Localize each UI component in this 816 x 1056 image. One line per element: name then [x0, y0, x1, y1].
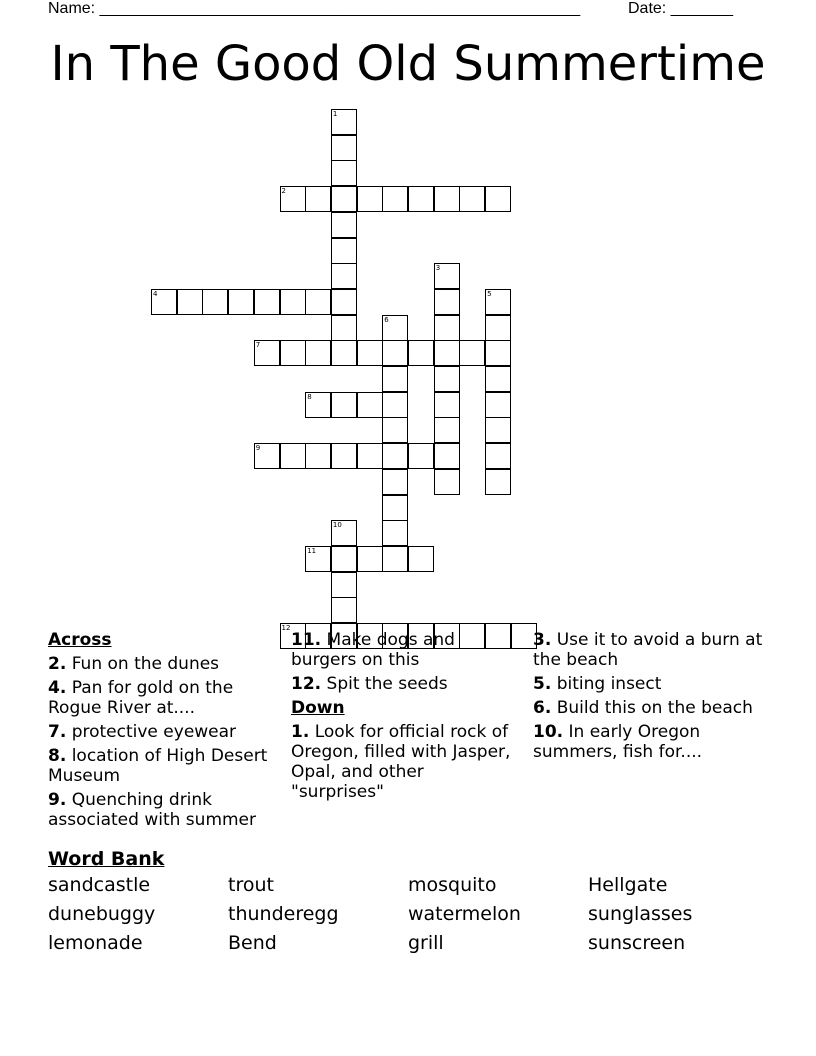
crossword-cell[interactable] [408, 186, 434, 212]
crossword-cell[interactable] [357, 546, 383, 572]
clue-across-7 [48, 722, 273, 742]
crossword-cell[interactable] [485, 186, 511, 212]
cell-number: 12 [281, 624, 291, 632]
clue-number: 11. [291, 630, 322, 650]
clue-down-10 [533, 722, 773, 762]
clue-text: Make dogs and burgers on this [291, 630, 455, 670]
crossword-cell[interactable] [434, 186, 460, 212]
word-bank-item: grill [408, 932, 444, 954]
crossword-cell[interactable] [382, 340, 408, 366]
clue-across-9 [48, 790, 273, 830]
clue-number: 10. [533, 722, 564, 742]
cell-number: 7 [255, 341, 261, 350]
crossword-cell[interactable] [459, 186, 485, 212]
cell-number: 4 [153, 289, 158, 298]
crossword-cell[interactable] [357, 392, 383, 418]
clue-number: 7. [48, 722, 67, 742]
crossword-cell[interactable] [202, 289, 228, 315]
crossword-cell[interactable] [331, 546, 357, 572]
crossword-cell[interactable] [305, 392, 331, 418]
clue-text: protective eyewear [71, 722, 237, 742]
crossword-cell[interactable] [280, 289, 306, 315]
cell-number: 1 [332, 110, 338, 118]
crossword-cell[interactable] [485, 340, 511, 366]
crossword-cell[interactable] [331, 135, 357, 161]
cell-number: 3 [435, 264, 441, 273]
clues-column-3 [533, 630, 773, 766]
clue-number: 9. [48, 790, 67, 810]
clue-down-1 [291, 722, 516, 802]
crossword-cell[interactable] [331, 186, 357, 212]
across-heading: Across [48, 630, 112, 650]
word-bank-item: sunscreen [588, 932, 686, 954]
word-bank-item: sunglasses [588, 903, 693, 925]
crossword-cell[interactable] [485, 417, 511, 443]
clue-number: 8. [48, 746, 67, 766]
clue-text: In early Oregon summers, fish for.... [533, 722, 703, 762]
word-bank-item: dunebuggy [48, 903, 156, 925]
clue-number: 12. [291, 674, 322, 694]
crossword-cell[interactable] [305, 340, 331, 366]
clue-across-12 [291, 674, 516, 694]
clue-text: biting insect [556, 674, 662, 694]
crossword-cell[interactable] [434, 392, 460, 418]
crossword-cell[interactable] [434, 263, 460, 289]
crossword-cell[interactable] [408, 340, 434, 366]
word-bank-heading: Word Bank [48, 848, 165, 870]
crossword-cell[interactable] [434, 366, 460, 392]
word-bank-item: Bend [228, 932, 277, 954]
crossword-cell[interactable] [331, 572, 357, 598]
crossword-cell[interactable] [382, 469, 408, 495]
crossword-cell[interactable] [357, 186, 383, 212]
crossword-cell[interactable] [331, 109, 357, 135]
word-bank-item: mosquito [408, 874, 497, 896]
clue-number: 3. [533, 630, 552, 650]
crossword-cell[interactable] [434, 315, 460, 341]
crossword-cell[interactable] [382, 366, 408, 392]
word-bank-item: sandcastle [48, 874, 151, 896]
clue-number: 2. [48, 654, 67, 674]
crossword-cell[interactable] [305, 289, 331, 315]
crossword-cell[interactable] [254, 443, 280, 469]
down-heading: Down [291, 698, 345, 718]
word-bank-item: trout [228, 874, 274, 896]
clue-text: Use it to avoid a burn at the beach [533, 630, 763, 670]
crossword-cell[interactable] [177, 289, 203, 315]
clue-text: Build this on the beach [556, 698, 753, 718]
clue-text: location of High Desert Museum [48, 746, 268, 786]
crossword-cell[interactable] [485, 443, 511, 469]
clue-text: Quenching drink associated with summer [48, 790, 257, 830]
crossword-cell[interactable] [382, 520, 408, 546]
crossword-cell[interactable] [305, 186, 331, 212]
crossword-cell[interactable] [485, 469, 511, 495]
crossword-cell[interactable] [280, 443, 306, 469]
clue-text: Spit the seeds [326, 674, 448, 694]
crossword-cell[interactable] [408, 443, 434, 469]
clue-text: Pan for gold on the Rogue River at.... [48, 678, 234, 718]
clue-down-6 [533, 698, 773, 718]
crossword-cell[interactable] [331, 212, 357, 238]
crossword-cell[interactable] [331, 520, 357, 546]
page-title: In The Good Old Summertime [50, 36, 766, 92]
crossword-cell[interactable] [331, 160, 357, 186]
crossword-cell[interactable] [485, 366, 511, 392]
crossword-cell[interactable] [459, 340, 485, 366]
clue-across-8 [48, 746, 273, 786]
cell-number: 11 [307, 546, 317, 555]
crossword-cell[interactable] [434, 443, 460, 469]
cell-number: 8 [307, 392, 312, 401]
crossword-cell[interactable] [485, 289, 511, 315]
crossword-cell[interactable] [382, 546, 408, 572]
cell-number: 6 [384, 315, 389, 324]
crossword-cell[interactable] [331, 289, 357, 315]
cell-number: 2 [281, 187, 286, 196]
crossword-cell[interactable] [382, 186, 408, 212]
clue-down-5 [533, 674, 773, 694]
clue-number: 5. [533, 674, 552, 694]
crossword-cell[interactable] [331, 340, 357, 366]
crossword-cell[interactable] [331, 263, 357, 289]
crossword-cell[interactable] [280, 186, 306, 212]
word-bank-item: lemonade [48, 932, 143, 954]
clue-number: 6. [533, 698, 552, 718]
crossword-cell[interactable] [331, 392, 357, 418]
crossword-cell[interactable] [254, 340, 280, 366]
crossword-cell[interactable] [485, 392, 511, 418]
name-field-label: Name: ______________________________________________________ [48, 0, 581, 17]
crossword-cell[interactable] [357, 443, 383, 469]
word-bank-item: thunderegg [228, 903, 339, 925]
crossword-cell[interactable] [434, 289, 460, 315]
crossword-cell[interactable] [408, 546, 434, 572]
crossword-cell[interactable] [254, 289, 280, 315]
clue-down-3 [533, 630, 773, 670]
word-bank [48, 874, 768, 955]
cell-number: 10 [332, 521, 342, 530]
crossword-cell[interactable] [331, 238, 357, 264]
word-bank-item: watermelon [408, 903, 521, 925]
crossword-cell[interactable] [434, 340, 460, 366]
cell-number: 9 [255, 444, 261, 453]
clue-across-4 [48, 678, 273, 718]
crossword-cell[interactable] [305, 443, 331, 469]
clue-across-11 [291, 630, 516, 670]
clue-number: 1. [291, 722, 310, 742]
clue-text: Look for official rock of Oregon, filled with Jasper, Opal, and other "surprises" [291, 722, 511, 802]
clues-column-2 [291, 630, 516, 806]
crossword-cell[interactable] [434, 417, 460, 443]
crossword-cell[interactable] [331, 315, 357, 341]
date-field-label: Date: _______ [628, 0, 733, 17]
crossword-cell[interactable] [382, 495, 408, 521]
crossword-cell[interactable] [382, 392, 408, 418]
crossword-cell[interactable] [382, 417, 408, 443]
crossword-cell[interactable] [331, 597, 357, 623]
crossword-cell[interactable] [382, 443, 408, 469]
clue-text: Fun on the dunes [71, 654, 220, 674]
crossword-cell[interactable] [305, 546, 331, 572]
word-bank-item: Hellgate [588, 874, 668, 896]
cell-number: 5 [487, 289, 492, 298]
crossword-cell[interactable] [151, 289, 177, 315]
crossword-cell[interactable] [280, 340, 306, 366]
crossword-cell[interactable] [357, 340, 383, 366]
crossword-cell[interactable] [485, 315, 511, 341]
clues-column-1 [48, 630, 273, 834]
crossword-cell[interactable] [434, 469, 460, 495]
clue-number: 4. [48, 678, 67, 698]
crossword-cell[interactable] [382, 315, 408, 341]
crossword-cell[interactable] [331, 443, 357, 469]
crossword-cell[interactable] [228, 289, 254, 315]
clue-across-2 [48, 654, 273, 674]
